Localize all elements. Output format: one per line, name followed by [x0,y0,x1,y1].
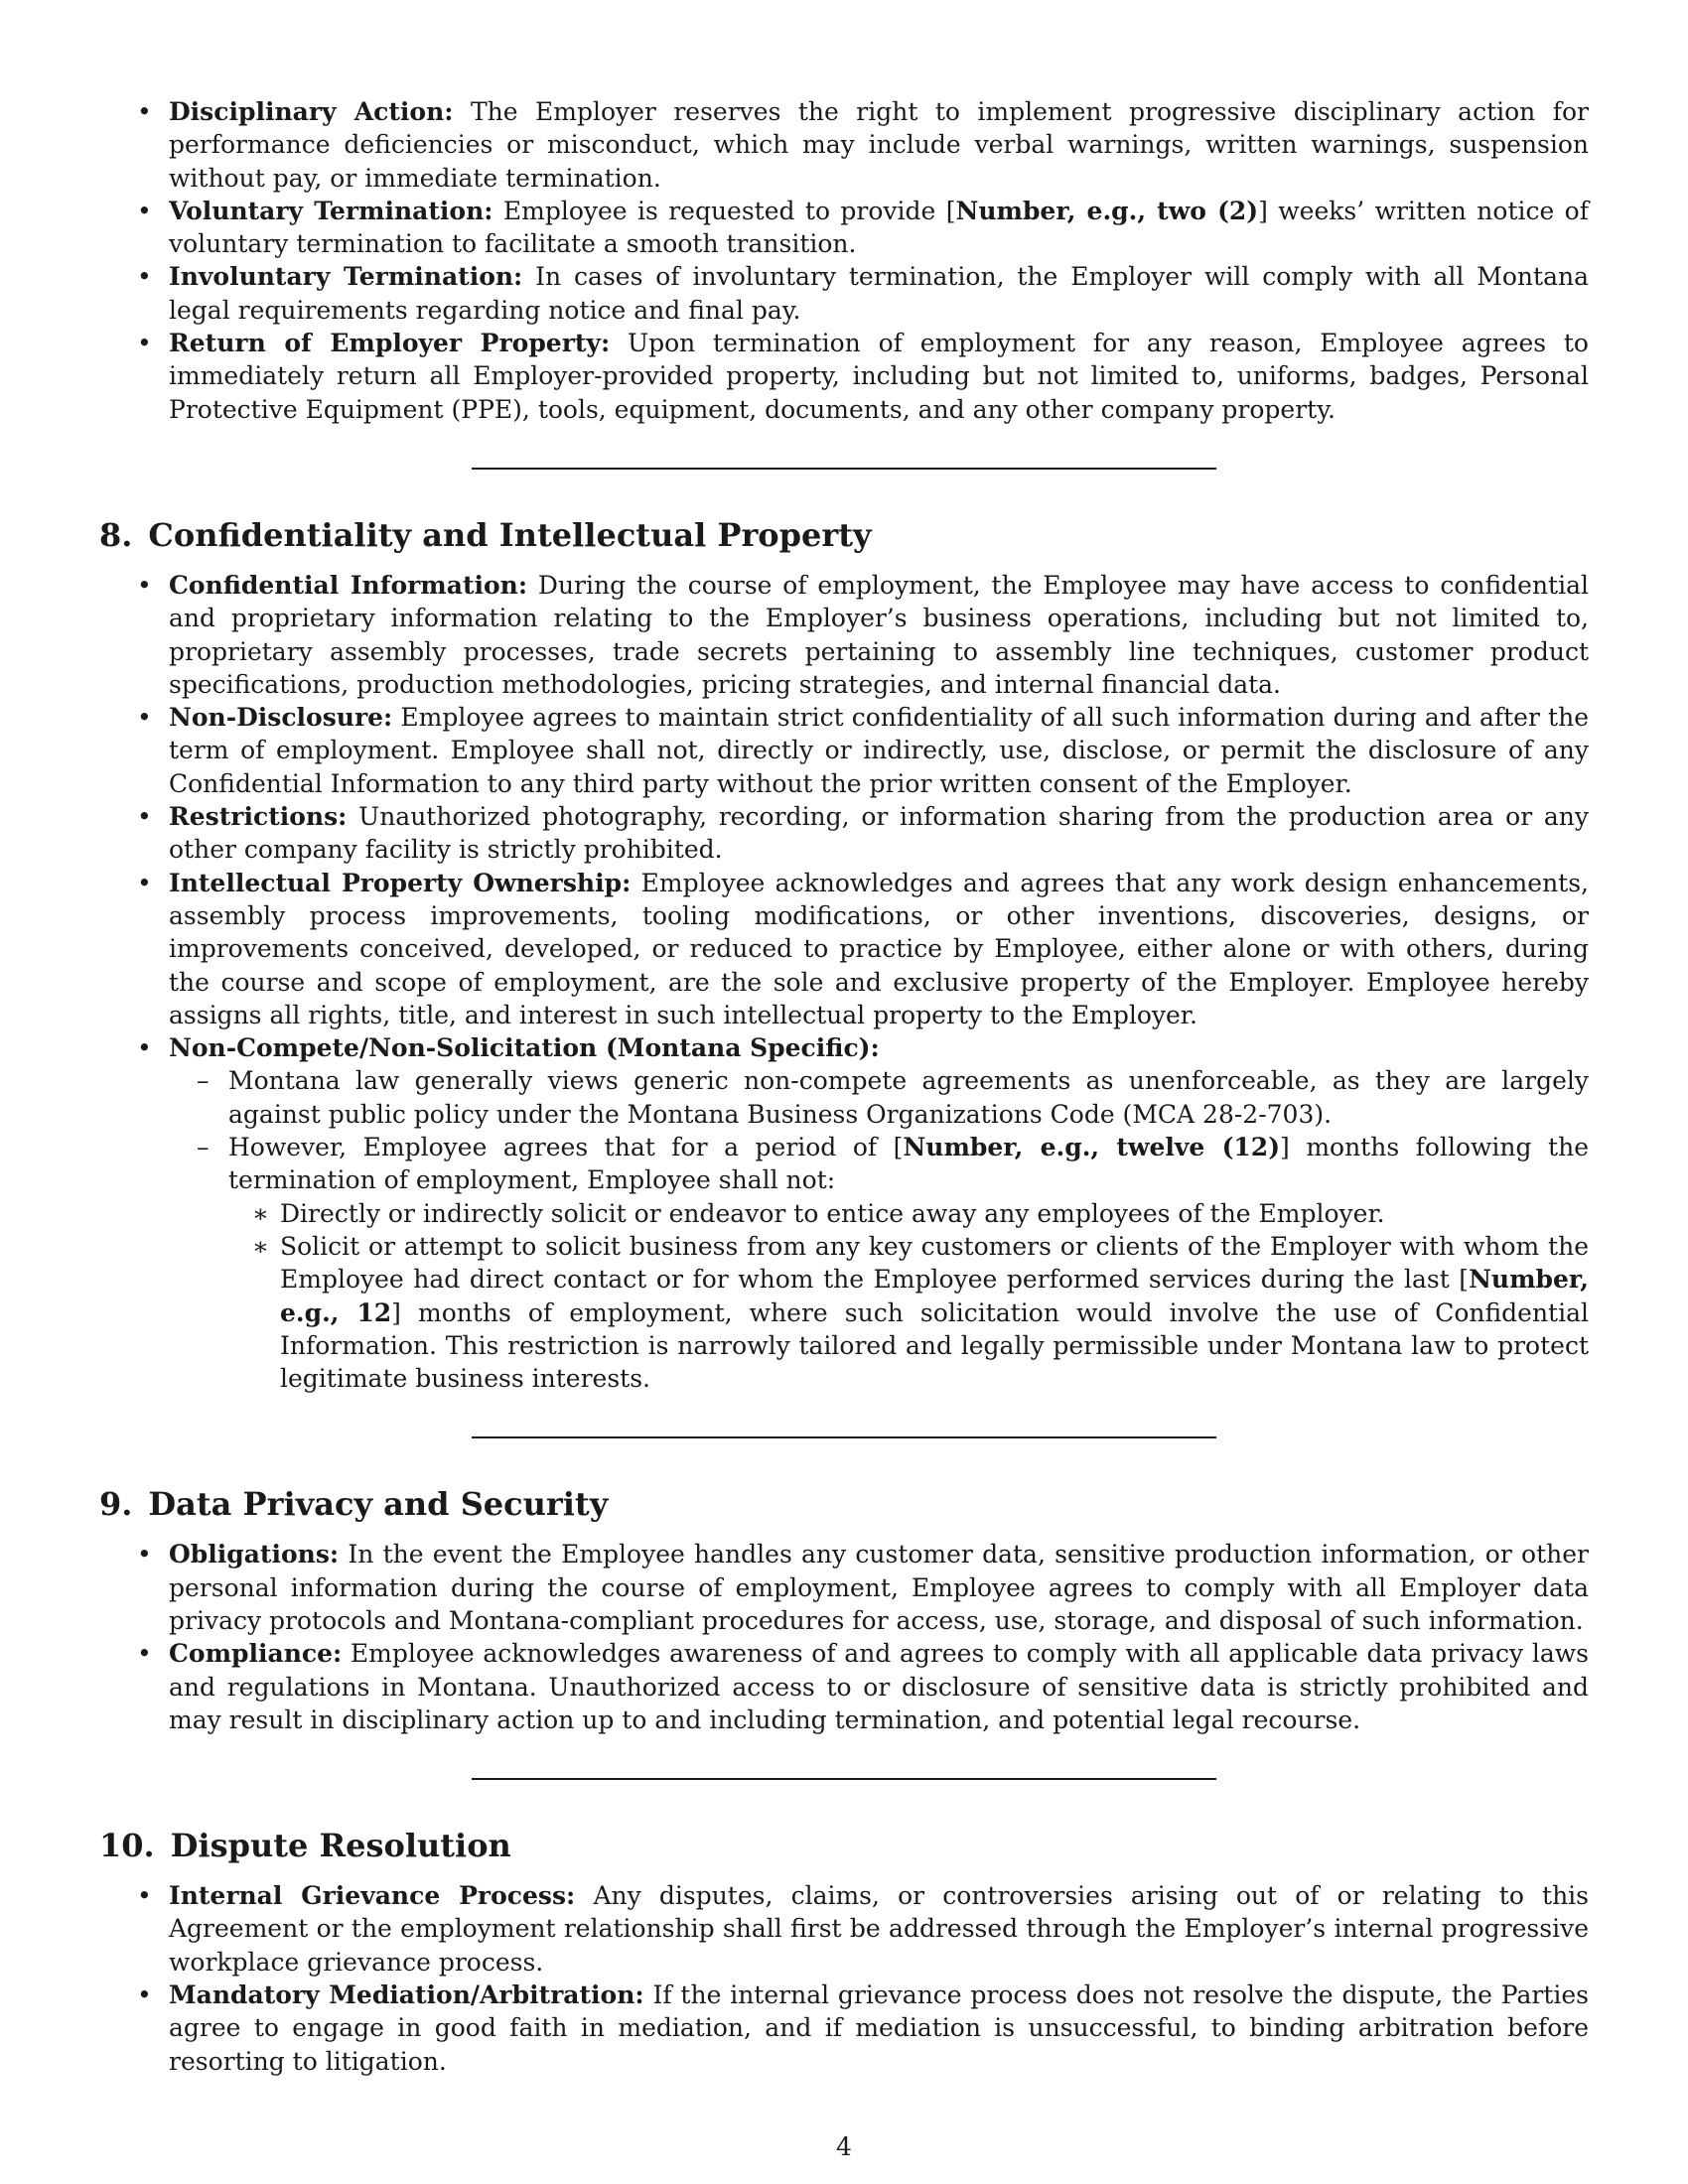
item-text: Unauthorized photography, recording, or information sharing from the production area or any other company facility is strictly prohibited. [169,802,1589,865]
section9-list [99,1538,1589,1736]
item-label: Involuntary Termination: [169,262,523,292]
item-text: ] weeks’ written notice of voluntary termination to facilitate a smooth transition. [169,196,1589,259]
item-text: Employee agrees to maintain strict confidentiality of all such information during and after the term of employment. Employee shall not, directly or indirectly, use, disclose, or permit the disclosure of any Confidential Information to any third party without the prior written consent of the Employer. [169,703,1589,798]
item-text: Solicit or attempt to solicit business from any key customers or clients of the Employer with whom the Employee had direct contact or for whom the Employee performed services during the last [ [280,1231,1589,1295]
item-text: Employee acknowledges awareness of and agrees to comply with all applicable data privacy laws and regulations in Montana. Unauthorized access to or disclosure of sensitive data is strictly prohibited and may result in disciplinary action up to and including termination, and potential legal recourse. [169,1639,1589,1734]
item-label: Restrictions: [169,802,348,832]
section10-list [99,1879,1589,2078]
list-item [99,95,1589,195]
item-label: Mandatory Mediation/Arbitration: [169,1980,644,2010]
item-label: Obligations: [169,1540,340,1570]
item-text: Employee is requested to provide [ [492,196,956,225]
item-text: In the event the Employee handles any customer data, sensitive production information, or other personal information during the course of employment, Employee agrees to comply with all Employer data privacy protocols and Montana-compliant procedures for access, use, storage, and disposal of such information. [169,1540,1589,1635]
list-item [228,1230,1589,1395]
section-heading [99,1484,1589,1524]
item-text: Montana law generally views generic non-compete agreements as unenforceable, as they are largely against public policy under the Montana Business Organizations Code (MCA 28-2-703). [228,1066,1589,1129]
noncompete-sublist [169,1064,1589,1395]
list-item [99,569,1589,701]
section-title: Confidentiality and Intellectual Property [148,515,872,554]
item-label: Confidential Information: [169,570,528,600]
noncompete-subsublist [228,1197,1589,1396]
list-item [169,1064,1589,1131]
item-label: Non-Disclosure: [169,703,393,733]
section-divider [472,468,1216,470]
item-text: ] months of employment, where such solicitation would involve the use of Confidential Information. This restriction is narrowly tailored and legally permissible under Montana law to protect legitimate business interests. [280,1297,1589,1394]
list-item [99,1879,1589,1979]
list-item [99,701,1589,800]
section-number: 9. [99,1485,133,1524]
placeholder-text: Number, e.g., twelve (12) [903,1133,1281,1162]
section-title: Data Privacy and Security [148,1485,609,1524]
item-text: Upon termination of employment for any reason, Employee agrees to immediately return all Employer-provided property, including but not limited to, uniforms, badges, Personal Protective Equipment (PPE), tools, equipment, documents, and any other company property. [169,329,1589,424]
page-number: 4 [836,2132,852,2161]
section7-list [99,95,1589,426]
list-item [228,1197,1589,1230]
section-title: Dispute Resolution [170,1827,511,1865]
item-label: Compliance: [169,1639,343,1669]
placeholder-text: Number, e.g., two (2) [955,196,1259,225]
list-item [99,867,1589,1031]
list-item [169,1131,1589,1395]
item-text: In cases of involuntary termination, the Employer will comply with all Montana legal requirements regarding notice and final pay. [169,262,1589,325]
item-text: The Employer reserves the right to implement progressive disciplinary action for performance deficiencies or misconduct, which may include verbal warnings, written warnings, suspension without pay, or immediate termination. [169,97,1590,193]
item-label: Disciplinary Action: [169,97,454,126]
section-number: 8. [99,515,133,554]
item-text: During the course of employment, the Employee may have access to confidential and proprietary information relating to the Employer’s business operations, including but not limited to, proprietary assembly processes, trade secrets pertaining to assembly line techniques, customer product specifications, production methodologies, pricing strategies, and internal financial data. [169,570,1589,699]
page-content [99,95,1589,2078]
list-item [99,260,1589,327]
item-label: Internal Grievance Process: [169,1881,576,1911]
list-item [99,1637,1589,1736]
section-number: 10. [99,1827,155,1865]
item-label: Return of Employer Property: [169,329,611,358]
section-divider [472,1778,1216,1780]
item-label: Non-Compete/Non-Solicitation (Montana Specific): [169,1033,880,1063]
item-text: However, Employee agrees that for a period of [ [228,1133,904,1162]
item-label: Intellectual Property Ownership: [169,868,632,897]
list-item [99,1538,1589,1637]
item-label: Voluntary Termination: [169,196,493,225]
item-text: If the internal grievance process does not resolve the dispute, the Parties agree to engage in good faith in mediation, and if mediation is unsuccessful, to binding arbitration before resorting to litigation. [169,1980,1589,2076]
section-heading [99,1826,1589,1865]
section8-list [99,569,1589,1395]
item-text: Employee acknowledges and agrees that any work design enhancements, assembly process improvements, tooling modifications, or other inventions, discoveries, designs, or improvements conceived, developed, or reduced to practice by Employee, either alone or with others, during the course and scope of employment, are the sole and exclusive property of the Employer. Employee hereby assigns all rights, title, and interest in such intellectual property to the Employer. [169,868,1589,1029]
item-text: Any disputes, claims, or controversies arising out of or relating to this Agreement or the employment relationship shall first be addressed through the Employer’s internal progressive workplace grievance process. [169,1881,1589,1977]
list-item [99,1979,1589,2078]
section-divider [472,1436,1216,1438]
item-text: Directly or indirectly solicit or endeavor to entice away any employees of the Employer. [280,1198,1385,1228]
list-item [99,1031,1589,1395]
list-item [99,327,1589,426]
placeholder-text: Number, e.g., 12 [280,1265,1589,1327]
section-heading [99,515,1589,555]
item-text: ] months following the termination of employment, Employee shall not: [228,1133,1589,1195]
list-item [99,195,1589,261]
list-item [99,800,1589,867]
